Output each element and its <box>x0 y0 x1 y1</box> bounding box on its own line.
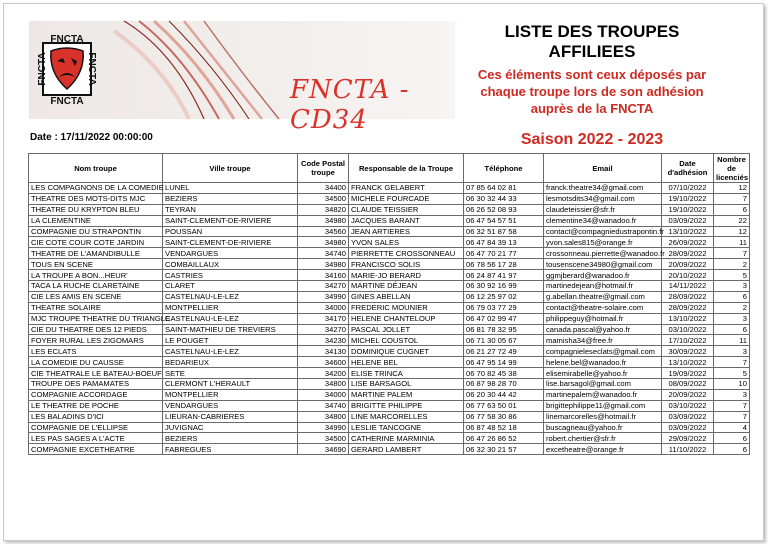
licensees-count-cell: 2 <box>714 302 750 313</box>
table-row <box>29 313 750 324</box>
column-header: Date d'adhésion <box>662 154 714 183</box>
manager-cell: ELISE TRINCA <box>349 368 464 379</box>
email-cell: mamisha34@free.fr <box>544 335 662 346</box>
phone-cell: 06 20 30 44 42 <box>464 389 544 400</box>
subtitle-line: Ces éléments sont ceux déposés par <box>477 67 707 82</box>
phone-cell: 06 77 63 50 01 <box>464 400 544 411</box>
licensees-count-cell: 7 <box>714 193 750 204</box>
table-row <box>29 302 750 313</box>
banner-text: FNCTA - CD34 <box>290 75 410 135</box>
troupe-name-cell: LES PAS SAGES A L'ACTE <box>29 433 163 444</box>
subtitle <box>461 66 723 117</box>
column-header: Code Postal troupe <box>298 154 349 183</box>
membership-date-cell: 08/09/2022 <box>662 379 714 390</box>
postal-code-cell: 34160 <box>298 270 349 281</box>
table-row <box>29 357 750 368</box>
phone-cell: 06 70 82 45 38 <box>464 368 544 379</box>
logo-text-top: FNCTA <box>50 34 84 45</box>
table-row <box>29 215 750 226</box>
table-row <box>29 346 750 357</box>
column-header: Téléphone <box>464 154 544 183</box>
phone-cell: 06 21 27 72 49 <box>464 346 544 357</box>
page-title: LISTE DES TROUPES AFFILIEES <box>504 22 680 61</box>
table-row <box>29 281 750 292</box>
phone-cell: 06 32 51 87 58 <box>464 226 544 237</box>
membership-date-cell: 03/09/2022 <box>662 215 714 226</box>
membership-date-cell: 28/09/2022 <box>662 248 714 259</box>
table-row <box>29 226 750 237</box>
licensees-count-cell: 22 <box>714 215 750 226</box>
troupe-name-cell: TACA LA RUCHE CLARETAINE <box>29 281 163 292</box>
email-cell: franck.theatre34@gmail.com <box>544 183 662 194</box>
table-row <box>29 237 750 248</box>
table-row <box>29 379 750 390</box>
membership-date-cell: 03/10/2022 <box>662 400 714 411</box>
table-row <box>29 389 750 400</box>
phone-cell: 06 81 78 32 95 <box>464 324 544 335</box>
phone-cell: 06 47 26 86 52 <box>464 433 544 444</box>
table-row <box>29 259 750 270</box>
table-row <box>29 444 750 455</box>
city-cell: CLERMONT L'HERAULT <box>163 379 298 390</box>
troupe-name-cell: LA COMEDIE DU CAUSSE <box>29 357 163 368</box>
postal-code-cell: 34170 <box>298 313 349 324</box>
licensees-count-cell: 7 <box>714 248 750 259</box>
postal-code-cell: 34990 <box>298 291 349 302</box>
city-cell: SAINT-CLEMENT-DE-RIVIERE <box>163 237 298 248</box>
manager-cell: FRANCK GELABERT <box>349 183 464 194</box>
membership-date-cell: 13/10/2022 <box>662 226 714 237</box>
table-row <box>29 183 750 194</box>
licensees-count-cell: 4 <box>714 422 750 433</box>
licensees-count-cell: 11 <box>714 237 750 248</box>
licensees-count-cell: 3 <box>714 281 750 292</box>
membership-date-cell: 19/10/2022 <box>662 193 714 204</box>
postal-code-cell: 34800 <box>298 411 349 422</box>
manager-cell: CATHERINE MARMINIA <box>349 433 464 444</box>
postal-code-cell: 34980 <box>298 237 349 248</box>
licensees-count-cell: 6 <box>714 444 750 455</box>
logo-text-bottom: FNCTA <box>50 96 84 107</box>
membership-date-cell: 30/09/2022 <box>662 346 714 357</box>
licensees-count-cell: 6 <box>714 291 750 302</box>
phone-cell: 06 87 48 52 18 <box>464 422 544 433</box>
troupe-name-cell: LES BALADINS D'ICI <box>29 411 163 422</box>
phone-cell: 06 79 03 77 29 <box>464 302 544 313</box>
email-cell: yvon.sales815@orange.fr <box>544 237 662 248</box>
email-cell: helene.bel@wanadoo.fr <box>544 357 662 368</box>
licensees-count-cell: 12 <box>714 183 750 194</box>
phone-cell: 06 77 58 30 86 <box>464 411 544 422</box>
table-row <box>29 270 750 281</box>
city-cell: SETE <box>163 368 298 379</box>
manager-cell: MICHELE FOURCADE <box>349 193 464 204</box>
phone-cell: 06 87 98 28 70 <box>464 379 544 390</box>
membership-date-cell: 20/10/2022 <box>662 270 714 281</box>
table-row <box>29 248 750 259</box>
troupe-name-cell: MJC TROUPE THEATRE DU TRIANGLE <box>29 313 163 324</box>
manager-cell: FREDERIC MOUNIER <box>349 302 464 313</box>
licensees-count-cell: 7 <box>714 411 750 422</box>
troupe-name-cell: TOUS EN SCENE <box>29 259 163 270</box>
manager-cell: GERARD LAMBERT <box>349 444 464 455</box>
postal-code-cell: 34690 <box>298 444 349 455</box>
membership-date-cell: 28/09/2022 <box>662 291 714 302</box>
postal-code-cell: 34500 <box>298 193 349 204</box>
phone-cell: 06 30 32 44 33 <box>464 193 544 204</box>
city-cell: SAINT-MATHIEU DE TREVIERS <box>163 324 298 335</box>
email-cell: elisemirabelle@yahoo.fr <box>544 368 662 379</box>
manager-cell: MICHEL COUSTOL <box>349 335 464 346</box>
email-cell: clementine34@wanadoo.fr <box>544 215 662 226</box>
licensees-count-cell: 7 <box>714 400 750 411</box>
manager-cell: BRIGITTE PHILIPPE <box>349 400 464 411</box>
membership-date-cell: 26/09/2022 <box>662 237 714 248</box>
email-cell: excetheatre@orange.fr <box>544 444 662 455</box>
table-row <box>29 324 750 335</box>
table-row <box>29 422 750 433</box>
troupe-name-cell: LA TROUPE A BON...HEUR' <box>29 270 163 281</box>
manager-cell: HELENE CHANTELOUP <box>349 313 464 324</box>
logo-text-right: FNCTA <box>86 52 97 86</box>
postal-code-cell: 34740 <box>298 400 349 411</box>
title-block <box>461 20 723 149</box>
troupe-name-cell: THEATRE DU KRYPTON BLEU <box>29 204 163 215</box>
email-cell: lise.barsagol@gmail.com <box>544 379 662 390</box>
email-cell: martinedejean@hotmail.fr <box>544 281 662 292</box>
phone-cell: 06 32 30 21 57 <box>464 444 544 455</box>
licensees-count-cell: 12 <box>714 226 750 237</box>
licensees-count-cell: 3 <box>714 313 750 324</box>
city-cell: POUSSAN <box>163 226 298 237</box>
city-cell: MONTPELLIER <box>163 302 298 313</box>
table-row <box>29 193 750 204</box>
membership-date-cell: 03/09/2022 <box>662 411 714 422</box>
licensees-count-cell: 11 <box>714 335 750 346</box>
postal-code-cell: 34000 <box>298 389 349 400</box>
manager-cell: PASCAL JOLLET <box>349 324 464 335</box>
licensees-count-cell: 6 <box>714 324 750 335</box>
phone-cell: 06 26 52 08 93 <box>464 204 544 215</box>
phone-cell: 06 47 70 21 77 <box>464 248 544 259</box>
troupe-name-cell: LES COMPAGNONS DE LA COMEDIE <box>29 183 163 194</box>
postal-code-cell: 34980 <box>298 259 349 270</box>
postal-code-cell: 34800 <box>298 379 349 390</box>
licensees-count-cell: 10 <box>714 379 750 390</box>
phone-cell: 06 47 95 14 99 <box>464 357 544 368</box>
licensees-count-cell: 2 <box>714 259 750 270</box>
email-cell: contact@compagniedustrapontin.fr <box>544 226 662 237</box>
membership-date-cell: 28/09/2022 <box>662 302 714 313</box>
manager-cell: CLAUDE TEISSIER <box>349 204 464 215</box>
phone-cell: 06 12 25 97 02 <box>464 291 544 302</box>
manager-cell: LISE BARSAGOL <box>349 379 464 390</box>
column-header: Responsable de la Troupe <box>349 154 464 183</box>
email-cell: compagnieleseclats@gmail.com <box>544 346 662 357</box>
email-cell: tousenscene34980@gmail.com <box>544 259 662 270</box>
licensees-count-cell: 6 <box>714 204 750 215</box>
table-row <box>29 291 750 302</box>
manager-cell: LESLIE TANCOGNE <box>349 422 464 433</box>
membership-date-cell: 07/10/2022 <box>662 183 714 194</box>
city-cell: VENDARGUES <box>163 400 298 411</box>
membership-date-cell: 20/09/2022 <box>662 259 714 270</box>
troupe-name-cell: LES ECLATS <box>29 346 163 357</box>
city-cell: CASTELNAU-LE-LEZ <box>163 291 298 302</box>
phone-cell: 06 47 54 57 51 <box>464 215 544 226</box>
phone-cell: 06 47 02 99 47 <box>464 313 544 324</box>
table-row <box>29 204 750 215</box>
email-cell: ggmjberard@wanadoo.fr <box>544 270 662 281</box>
city-cell: SAINT-CLEMENT-DE-RIVIERE <box>163 215 298 226</box>
troupe-name-cell: THEATRE SOLAIRE <box>29 302 163 313</box>
email-cell: canada.pascal@yahoo.fr <box>544 324 662 335</box>
manager-cell: PIERRETTE CROSSONNEAU <box>349 248 464 259</box>
email-cell: robert.chertier@sfr.fr <box>544 433 662 444</box>
licensees-count-cell: 6 <box>714 433 750 444</box>
postal-code-cell: 34560 <box>298 226 349 237</box>
troupe-name-cell: TROUPE DES PAMAMATES <box>29 379 163 390</box>
email-cell: crossonneau.pierrette@wanadoo.fr <box>544 248 662 259</box>
phone-cell: 06 47 84 39 13 <box>464 237 544 248</box>
postal-code-cell: 34270 <box>298 324 349 335</box>
table-row <box>29 411 750 422</box>
postal-code-cell: 34980 <box>298 215 349 226</box>
city-cell: BEZIERS <box>163 433 298 444</box>
licensees-count-cell: 3 <box>714 389 750 400</box>
email-cell: linemarcorelles@hotmail.fr <box>544 411 662 422</box>
troupes-table <box>28 153 750 455</box>
city-cell: CLARET <box>163 281 298 292</box>
season-label: Saison 2022 - 2023 <box>520 131 664 148</box>
manager-cell: GINES ABELLAN <box>349 291 464 302</box>
subtitle-line: chaque troupe lors de son adhésion <box>480 84 704 99</box>
troupe-name-cell: CIE DU THEATRE DES 12 PIEDS <box>29 324 163 335</box>
membership-date-cell: 29/09/2022 <box>662 433 714 444</box>
phone-cell: 06 24 87 41 97 <box>464 270 544 281</box>
troupe-name-cell: CIE LES AMIS EN SCENE <box>29 291 163 302</box>
email-cell: contact@theatre-solaire.com <box>544 302 662 313</box>
postal-code-cell: 34400 <box>298 183 349 194</box>
city-cell: LUNEL <box>163 183 298 194</box>
table-body <box>29 183 750 455</box>
city-cell: BEDARIEUX <box>163 357 298 368</box>
membership-date-cell: 03/09/2022 <box>662 422 714 433</box>
membership-date-cell: 14/11/2022 <box>662 281 714 292</box>
postal-code-cell: 34130 <box>298 346 349 357</box>
postal-code-cell: 34600 <box>298 357 349 368</box>
troupe-name-cell: CIE COTE COUR COTE JARDIN <box>29 237 163 248</box>
column-header: Nombre de licenciés <box>714 154 750 183</box>
troupe-name-cell: THEATRE DE L'AMANDIBULLE <box>29 248 163 259</box>
column-header: Ville troupe <box>163 154 298 183</box>
postal-code-cell: 34500 <box>298 433 349 444</box>
city-cell: FABREGUES <box>163 444 298 455</box>
subtitle-line: auprès de la FNCTA <box>530 101 654 116</box>
manager-cell: FRANCISCO SOLIS <box>349 259 464 270</box>
membership-date-cell: 03/10/2022 <box>662 324 714 335</box>
column-header: Email <box>544 154 662 183</box>
troupe-name-cell: LA CLEMENTINE <box>29 215 163 226</box>
manager-cell: DOMINIQUE CUGNET <box>349 346 464 357</box>
table-row <box>29 335 750 346</box>
troupe-name-cell: LE THEATRE DE POCHE <box>29 400 163 411</box>
troupe-name-cell: COMPAGNIE DU STRAPONTIN <box>29 226 163 237</box>
city-cell: TEYRAN <box>163 204 298 215</box>
manager-cell: MARIE-JO BERARD <box>349 270 464 281</box>
postal-code-cell: 34740 <box>298 248 349 259</box>
fncta-banner <box>29 21 455 135</box>
postal-code-cell: 34820 <box>298 204 349 215</box>
email-cell: lesmotsdits34@gmail.com <box>544 193 662 204</box>
table-row <box>29 368 750 379</box>
manager-cell: YVON SALES <box>349 237 464 248</box>
email-cell: martinepalem@wanadoo.fr <box>544 389 662 400</box>
licensees-count-cell: 3 <box>714 346 750 357</box>
city-cell: LIEURAN-CABRIERES <box>163 411 298 422</box>
postal-code-cell: 34990 <box>298 422 349 433</box>
troupe-name-cell: COMPAGNIE ACCORDAGE <box>29 389 163 400</box>
troupe-name-cell: COMPAGNIE DE L'ELLIPSE <box>29 422 163 433</box>
city-cell: JUVIGNAC <box>163 422 298 433</box>
postal-code-cell: 34230 <box>298 335 349 346</box>
phone-cell: 06 30 92 16 99 <box>464 281 544 292</box>
troupe-name-cell: FOYER RURAL LES ZIGOMARS <box>29 335 163 346</box>
city-cell: CASTRIES <box>163 270 298 281</box>
membership-date-cell: 19/10/2022 <box>662 204 714 215</box>
licensees-count-cell: 5 <box>714 270 750 281</box>
manager-cell: HELENE BEL <box>349 357 464 368</box>
membership-date-cell: 20/09/2022 <box>662 389 714 400</box>
licensees-count-cell: 5 <box>714 368 750 379</box>
table-row <box>29 400 750 411</box>
membership-date-cell: 13/10/2022 <box>662 313 714 324</box>
postal-code-cell: 34000 <box>298 302 349 313</box>
city-cell: VENDARGUES <box>163 248 298 259</box>
postal-code-cell: 34200 <box>298 368 349 379</box>
membership-date-cell: 13/10/2022 <box>662 357 714 368</box>
city-cell: CASTELNAU-LE-LEZ <box>163 346 298 357</box>
email-cell: buscagneau@yahoo.fr <box>544 422 662 433</box>
table-header-row <box>29 154 750 183</box>
email-cell: brigittephilippe11@gmail.com <box>544 400 662 411</box>
email-cell: g.abellan.theatre@gmail.com <box>544 291 662 302</box>
membership-date-cell: 11/10/2022 <box>662 444 714 455</box>
report-date: Date : 17/11/2022 00:00:00 <box>30 132 153 143</box>
phone-cell: 07 85 64 02 81 <box>464 183 544 194</box>
logo-text-left: FNCTA <box>37 52 48 86</box>
troupe-name-cell: THEATRE DES MOTS-DITS MJC <box>29 193 163 204</box>
postal-code-cell: 34270 <box>298 281 349 292</box>
licensees-count-cell: 7 <box>714 357 750 368</box>
city-cell: MONTPELLIER <box>163 389 298 400</box>
membership-date-cell: 17/10/2022 <box>662 335 714 346</box>
troupe-name-cell: COMPAGNIE EXCETHEATRE <box>29 444 163 455</box>
membership-date-cell: 19/09/2022 <box>662 368 714 379</box>
city-cell: CASTELNAU-LE-LEZ <box>163 313 298 324</box>
manager-cell: MARTINE DÉJEAN <box>349 281 464 292</box>
manager-cell: JEAN ARTIERES <box>349 226 464 237</box>
city-cell: BEZIERS <box>163 193 298 204</box>
email-cell: claudeteissier@sfr.fr <box>544 204 662 215</box>
phone-cell: 06 71 30 05 67 <box>464 335 544 346</box>
column-header: Nom troupe <box>29 154 163 183</box>
table-row <box>29 433 750 444</box>
city-cell: LE POUGET <box>163 335 298 346</box>
manager-cell: LINE MARCORELLES <box>349 411 464 422</box>
email-cell: philippeguy@hotmail.fr <box>544 313 662 324</box>
phone-cell: 06 78 56 17 28 <box>464 259 544 270</box>
troupe-name-cell: CIE THEATRALE LE BATEAU-BOEUF <box>29 368 163 379</box>
city-cell: COMBAILLAUX <box>163 259 298 270</box>
manager-cell: MARTINE PALEM <box>349 389 464 400</box>
manager-cell: JACQUES BARANT <box>349 215 464 226</box>
